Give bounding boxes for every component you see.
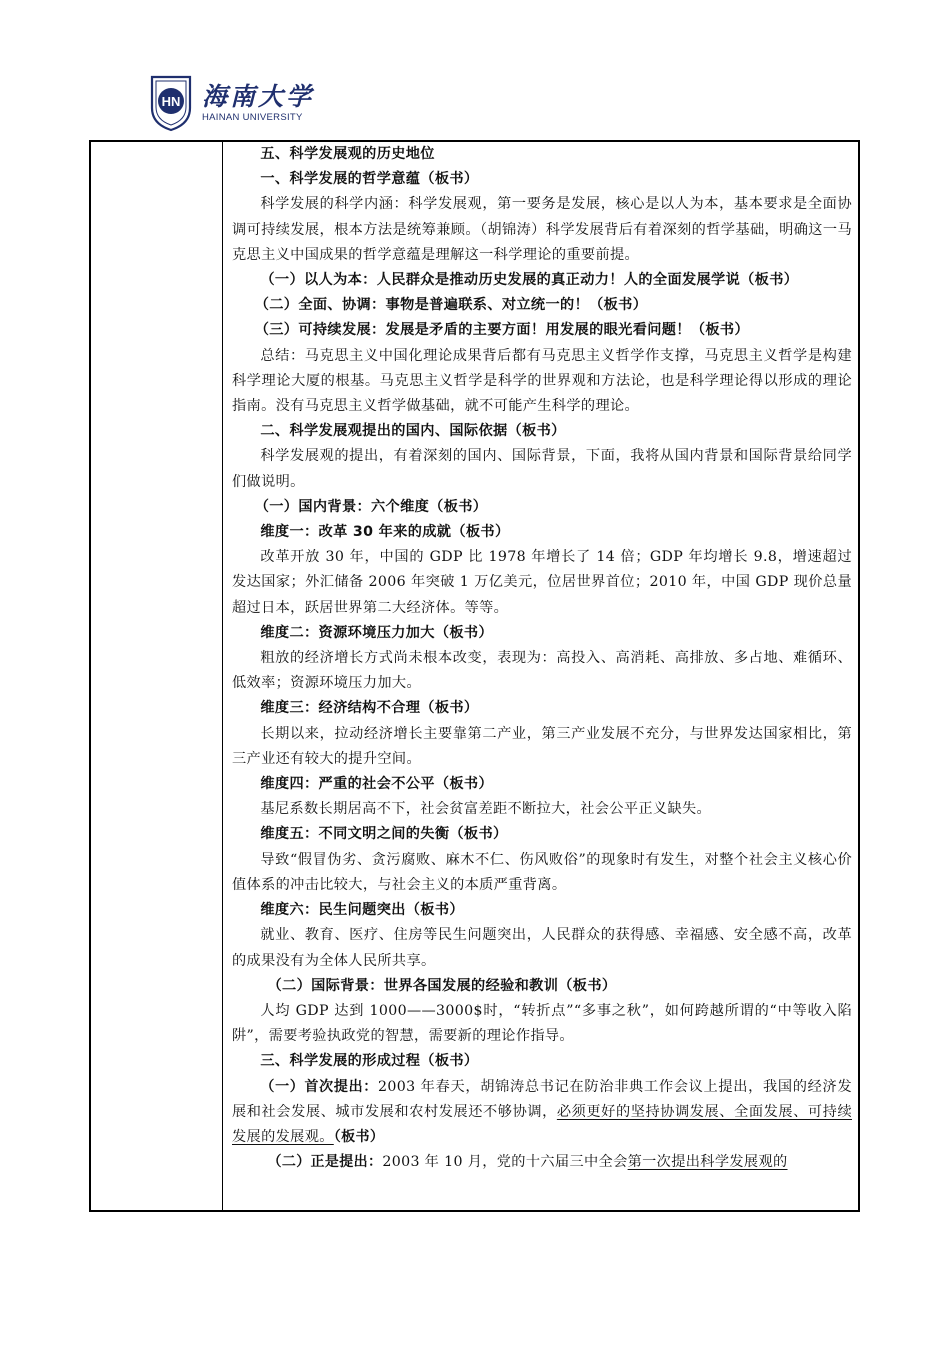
- dimension-heading: 维度一：改革 30 年来的成就（板书）: [260, 524, 510, 541]
- lead-in: （二）正是提出：: [267, 1154, 383, 1171]
- lesson-table: [89, 140, 860, 1212]
- paragraph: 粗放的经济增长方式尚未根本改变，表现为：高投入、高消耗、高排放、多占地、难循环、低效率；资源环境压力加大。: [232, 650, 852, 692]
- logo-chinese-name: 海南大学: [202, 82, 315, 111]
- paragraph: 人均 GDP 达到 1000——3000$时，“转折点”“多事之秋”，如何跨越所谓的“中等收入陷阱”，需要考验执政党的智慧，需要新的理论作指导。: [232, 1002, 852, 1045]
- body-text: 2003 年 10 月，党的十六届三中全会: [382, 1154, 628, 1171]
- body-text: 2003 年春天，胡锦涛总书记在防治非典工作会议上提出，我国的经济发展和社会发展、城市发展和农村发展还不够协调，: [232, 1078, 852, 1120]
- paragraph: [232, 1150, 852, 1175]
- subsection-heading: （一）国内背景：六个维度（板书）: [254, 498, 488, 515]
- paragraph: 基尼系数长期居高不下，社会贫富差距不断拉大，社会公平正义缺失。: [260, 801, 712, 818]
- paragraph: 导致“假冒伪劣、贪污腐败、麻木不仁、伤风败俗”的现象时有发生，对整个社会主义核心价值体系的冲击比较大，与社会主义的本质严重背离。: [232, 851, 852, 893]
- paragraph: 科学发展的科学内涵：科学发展观，第一要务是发展，核心是以人为本，基本要求是全面协调可持续发展，根本方法是统筹兼顾。（胡锦涛）科学发展背后有着深刻的哲学基础，明确这一马克思主义中国成果的哲学意蕴是理解这一科学理论的重要前提。: [232, 196, 852, 263]
- dimension-heading: 维度六：民生问题突出（板书）: [260, 902, 464, 919]
- subsection-heading: （三）可持续发展：发展是矛盾的主要方面！用发展的眼光看问题！（板书）: [254, 322, 749, 339]
- dimension-heading: 维度三：经济结构不合理（板书）: [260, 700, 479, 717]
- section-heading: 一、科学发展的哲学意蕴（板书）: [260, 171, 479, 188]
- section-heading: 二、科学发展观提出的国内、国际依据（板书）: [260, 423, 566, 440]
- paragraph: 长期以来，拉动经济增长主要靠第二产业，第三产业发展不充分，与世界发达国家相比，第三产业还有较大的提升空间。: [232, 725, 852, 767]
- underlined-text: 必须更好的坚持协调发展、全面发展、可持续发展的发展观。: [232, 1103, 852, 1145]
- subsection-heading: （二）全面、协调：事物是普遍联系、对立统一的！（板书）: [254, 297, 648, 314]
- paragraph: [232, 1075, 852, 1151]
- logo-english-name: HAINAN UNIVERSITY: [202, 112, 303, 123]
- subsection-heading: （一）以人为本：人民群众是推动历史发展的真正动力！人的全面发展学说（板书）: [260, 272, 799, 289]
- paragraph: 改革开放 30 年，中国的 GDP 比 1978 年增长了 14 倍；GDP 年均增长 9.8，增速超过发达国家；外汇储备 2006 年突破 1 万亿美元，位居世界首位；2010 年，中国 GDP 现价总量超过日本，跃居世界第二大经济体。等等。: [232, 549, 852, 616]
- section-heading: 五、科学发展观的历史地位: [260, 146, 435, 162]
- summary-paragraph: 总结：马克思主义中国化理论成果背后都有马克思主义哲学作支撑，马克思主义哲学是构建科学理论大厦的根基。马克思主义哲学是科学的世界观和方法论，也是科学理论得以形成的理论指南。没有马克思主义哲学做基础，就不可能产生科学的理论。: [232, 347, 852, 415]
- dimension-heading: 维度二：资源环境压力加大（板书）: [260, 624, 493, 641]
- dimension-heading: 维度四：严重的社会不公平（板书）: [260, 776, 493, 793]
- paragraph: 科学发展观的提出，有着深刻的国内、国际背景，下面，我将从国内背景和国际背景给同学们做说明。: [232, 448, 852, 490]
- table-left-column: [91, 142, 223, 1210]
- paragraph: 就业、教育、医疗、住房等民生问题突出，人民群众的获得感、幸福感、安全感不高，改革的成果没有为全体人民所共享。: [232, 927, 852, 969]
- subsection-heading: （二）国际背景：世界各国发展的经验和教训（板书）: [267, 977, 617, 994]
- dimension-heading: 维度五：不同文明之间的失衡（板书）: [260, 826, 508, 843]
- university-logo: [148, 74, 314, 132]
- section-heading: 三、科学发展的形成过程（板书）: [260, 1053, 479, 1070]
- svg-text:HN: HN: [161, 94, 181, 109]
- underlined-text: 第一次提出科学发展观的: [627, 1154, 788, 1171]
- university-seal-icon: [148, 74, 194, 132]
- lead-in: （一）首次提出：: [260, 1078, 378, 1095]
- table-content-cell: [232, 142, 852, 1210]
- board-note: （板书）: [333, 1128, 385, 1145]
